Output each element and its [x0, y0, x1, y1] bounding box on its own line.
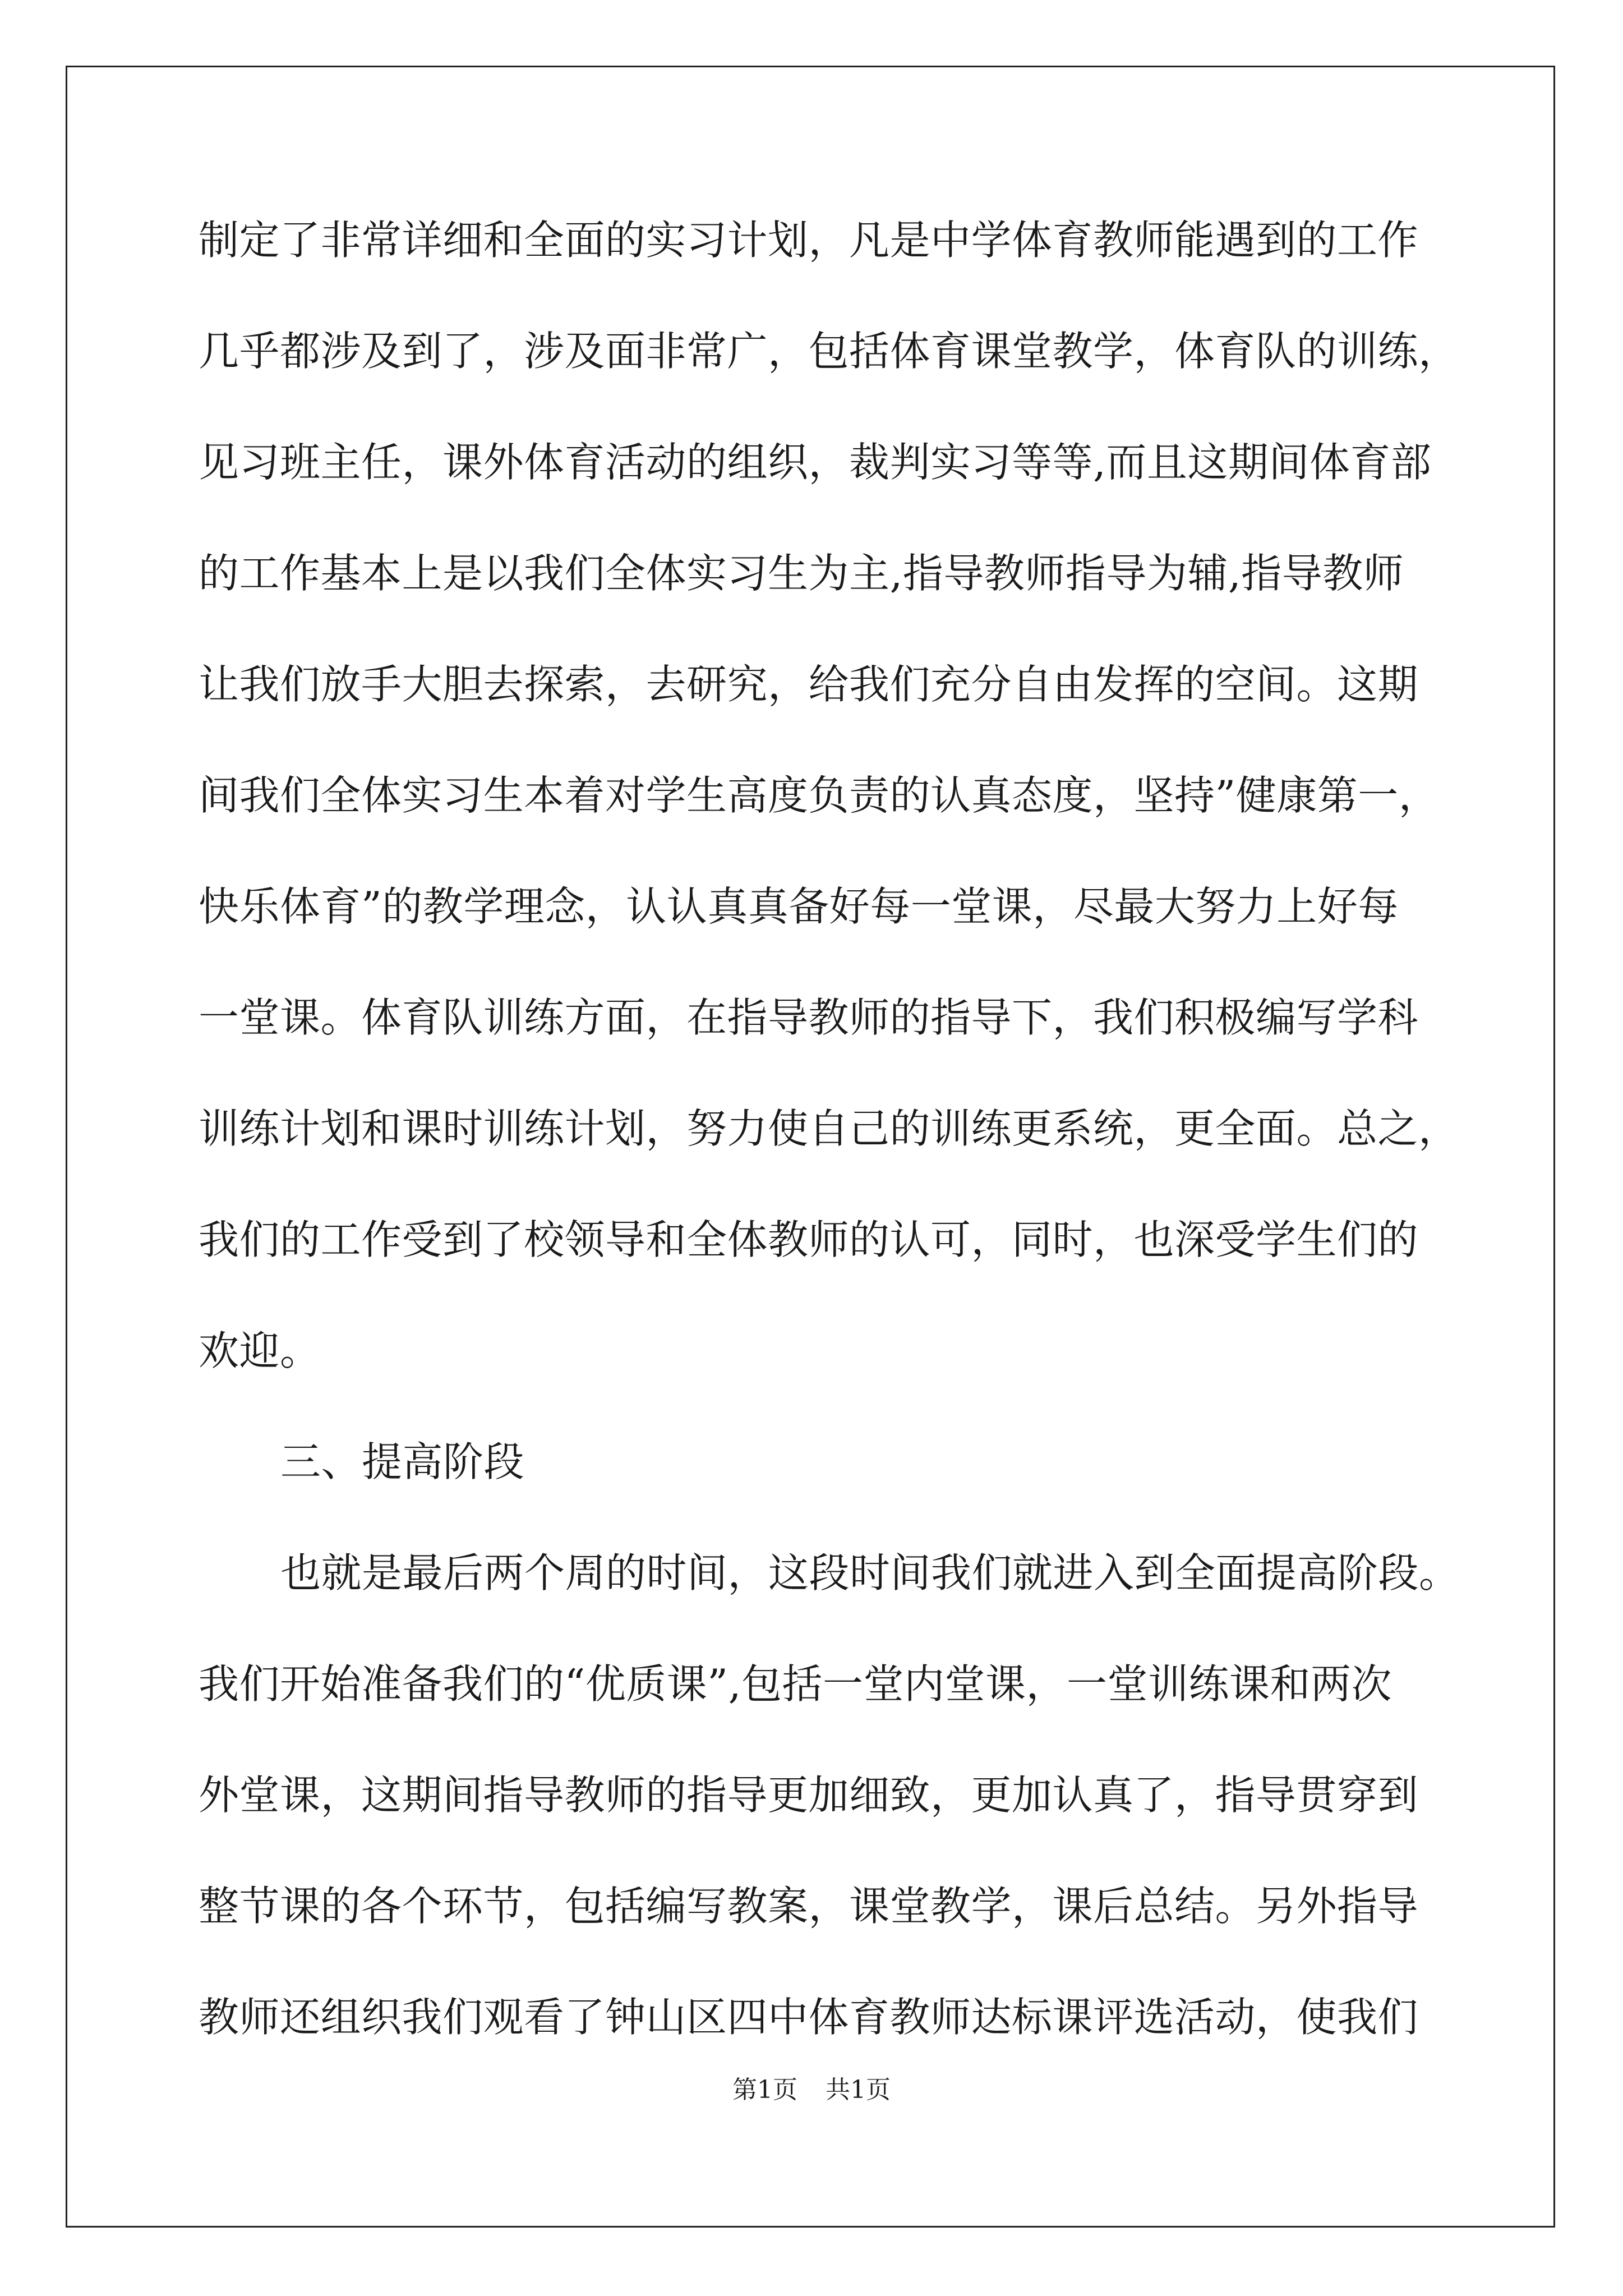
- text-line: 快乐体育”的教学理念，认认真真备好每一堂课，尽最大努力上好每: [199, 883, 1399, 930]
- text-line: 外堂课，这期间指导教师的指导更加细致，更加认真了，指导贯穿到: [199, 1772, 1419, 1819]
- text-line: 见习班主任，课外体育活动的组织，裁判实习等等,而且这期间体育部: [199, 439, 1432, 486]
- page-footer: [0, 2073, 1623, 2107]
- text-line: 整节课的各个环节，包括编写教案，课堂教学，课后总结。另外指导: [199, 1883, 1419, 1930]
- text-line: 也就是最后两个周的时间，这段时间我们就进入到全面提高阶段。: [280, 1549, 1460, 1596]
- text-line: 几乎都涉及到了，涉及面非常广，包括体育课堂教学，体育队的训练，: [199, 328, 1459, 375]
- document-body: [199, 201, 1460, 2089]
- text-line: 制定了非常详细和全面的实习计划，凡是中学体育教师能遇到的工作: [199, 217, 1419, 264]
- text-line: 我们开始准备我们的“优质课”,包括一堂内堂课，一堂训练课和两次: [199, 1660, 1393, 1708]
- text-line: 我们的工作受到了校领导和全体教师的认可，同时，也深受学生们的: [199, 1216, 1419, 1263]
- text-line: 的工作基本上是以我们全体实习生为主,指导教师指导为辅,指导教师: [199, 550, 1404, 597]
- text-line: 让我们放手大胆去探索，去研究，给我们充分自由发挥的空间。这期: [199, 661, 1419, 708]
- page-number: 第1页: [732, 2076, 797, 2104]
- text-line: 三、提高阶段: [280, 1438, 525, 1485]
- text-line: 一堂课。体育队训练方面，在指导教师的指导下，我们积极编写学科: [199, 994, 1419, 1041]
- text-line: 教师还组织我们观看了钟山区四中体育教师达标课评选活动，使我们: [199, 1994, 1419, 2041]
- text-line: 欢迎。: [199, 1327, 321, 1374]
- text-line: 间我们全体实习生本着对学生高度负责的认真态度，坚持”健康第一，: [199, 772, 1440, 819]
- text-line: 训练计划和课时训练计划，努力使自己的训练更系统，更全面。总之，: [199, 1105, 1459, 1152]
- page-total: 共1页: [826, 2076, 891, 2104]
